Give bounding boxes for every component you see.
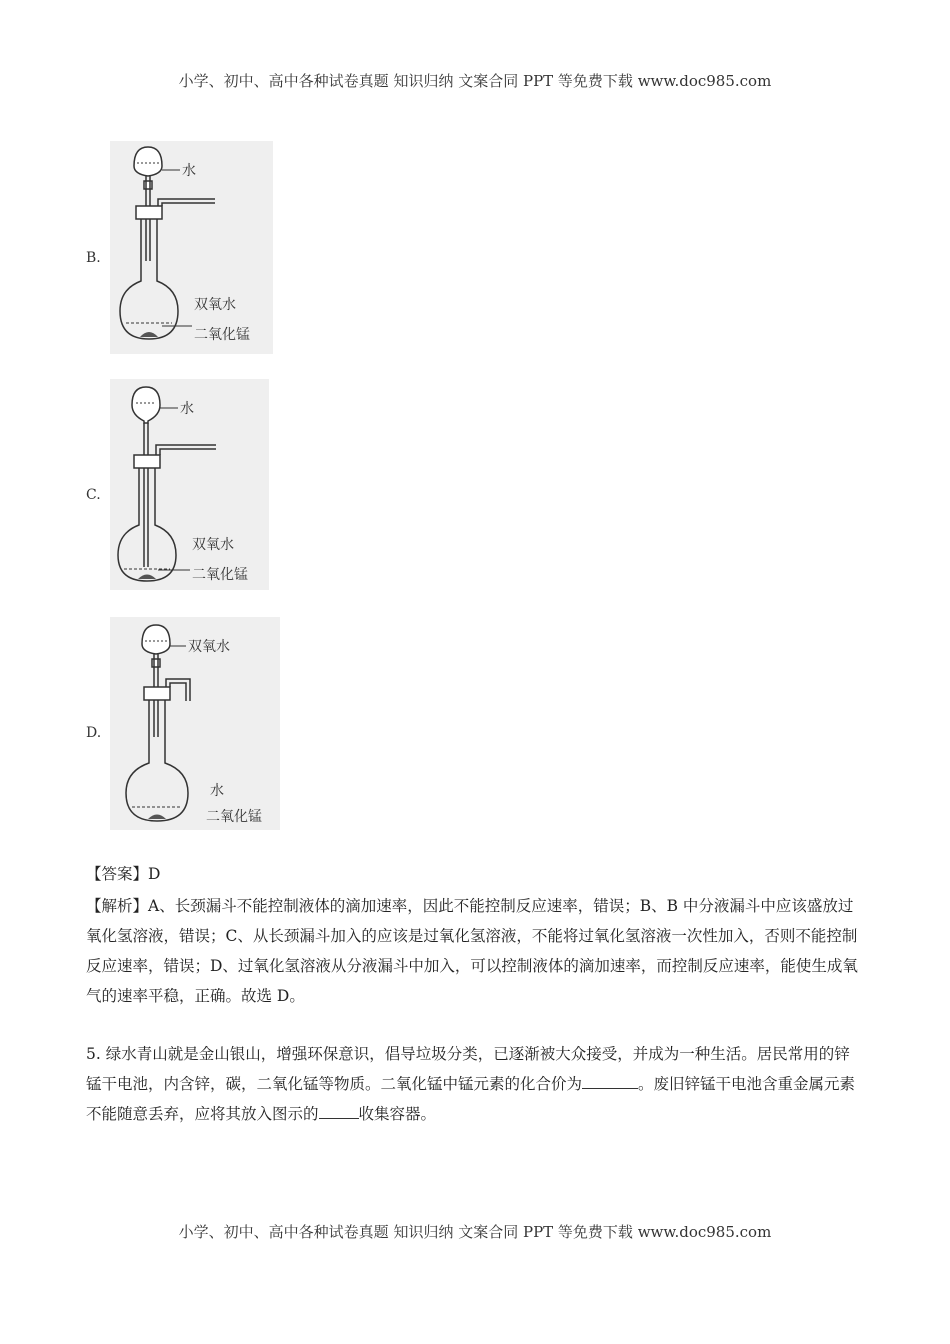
stopper bbox=[134, 455, 160, 468]
option-b-label: B. bbox=[86, 250, 101, 266]
liquid-label: 双氧水 bbox=[192, 537, 234, 553]
page-header: 小学、初中、高中各种试卷真题 知识归纳 文案合同 PPT 等免费下载 www.doc985.com bbox=[178, 72, 772, 90]
funnel-content-label: 水 bbox=[180, 401, 194, 417]
answer-tag: 【答案】 bbox=[86, 865, 149, 883]
solid-label: 二氧化锰 bbox=[192, 567, 248, 583]
explanation-text: A、长颈漏斗不能控制液体的滴加速率，因此不能控制反应速率，错误；B、B 中分液漏斗中应该盛放过氧化氢溶液，错误；C、从长颈漏斗加入的应该是过氧化氢溶液，不能将过氧化氢溶液一次性加入，否则不能控制反应速率，错误；D、过氧化氢溶液从分液漏斗中加入，可以控制液体的滴加速率，而控制反应速率，能使生成氧气的速率平稳，正确。故选 D。 bbox=[86, 897, 858, 1005]
question-5 bbox=[86, 1039, 861, 1129]
funnel-content-label: 双氧水 bbox=[188, 639, 230, 655]
explanation-tag: 【解析】 bbox=[86, 897, 149, 915]
round-flask bbox=[126, 700, 188, 821]
answer-value: D bbox=[148, 865, 161, 883]
answer-line bbox=[86, 859, 861, 889]
question-5-text-3: 收集容器。 bbox=[358, 1105, 437, 1123]
option-b-figure bbox=[110, 141, 273, 354]
funnel-bulb bbox=[134, 147, 162, 176]
stopper bbox=[136, 206, 162, 219]
funnel-cup bbox=[132, 387, 160, 423]
option-c-label: C. bbox=[86, 487, 101, 503]
liquid-label: 双氧水 bbox=[194, 297, 236, 313]
answer-blank-2[interactable] bbox=[319, 1102, 359, 1119]
option-d-figure bbox=[110, 617, 280, 830]
solid-label: 二氧化锰 bbox=[194, 327, 250, 343]
question-5-text-1: 5. 绿水青山就是金山银山，增强环保意识，倡导垃圾分类，已逐渐被大众接受，并成为一种生活。居民常用的锌锰干电池，内含锌，碳，二氧化锰等物质。二氧化锰中锰元素的化合价为 bbox=[86, 1045, 850, 1093]
question-5-text-2: 。废旧锌锰干电池含重金属元素不能随意丢弃，应将其放入图示的 bbox=[86, 1075, 856, 1123]
funnel-bulb bbox=[142, 625, 170, 654]
explanation-paragraph bbox=[86, 891, 861, 1011]
page-footer: 小学、初中、高中各种试卷真题 知识归纳 文案合同 PPT 等免费下载 www.doc985.com bbox=[178, 1223, 772, 1241]
round-flask bbox=[120, 219, 178, 339]
stopcock bbox=[144, 181, 152, 189]
stopcock bbox=[152, 659, 160, 667]
apparatus-b-diagram bbox=[110, 141, 273, 354]
solid-label: 二氧化锰 bbox=[206, 809, 262, 825]
liquid-label: 水 bbox=[210, 783, 224, 799]
apparatus-c-diagram bbox=[110, 379, 269, 590]
apparatus-d-diagram bbox=[110, 617, 280, 830]
option-d-label: D. bbox=[86, 725, 102, 741]
stopper bbox=[144, 687, 170, 700]
round-flask bbox=[118, 468, 176, 581]
answer-blank-1[interactable] bbox=[582, 1072, 638, 1089]
funnel-content-label: 水 bbox=[182, 163, 196, 179]
option-c-figure bbox=[110, 379, 269, 590]
